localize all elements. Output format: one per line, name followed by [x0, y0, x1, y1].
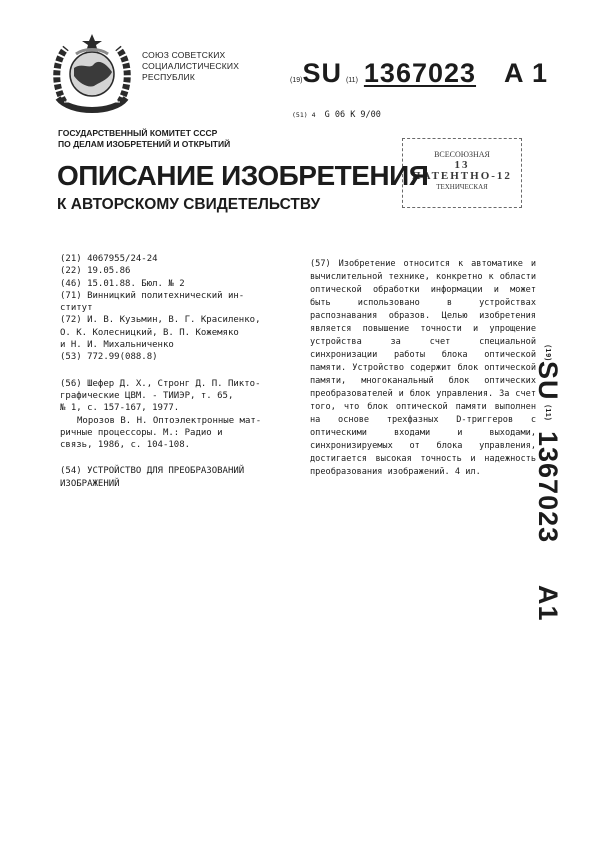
stamp-line: ВСЕСОЮЗНАЯ	[434, 150, 490, 159]
inid-code-19: (19)	[290, 77, 303, 84]
reference-line: № 1, с. 157-167, 1977.	[60, 403, 180, 414]
biblio-line: (22) 19.05.86	[60, 266, 131, 277]
reference-line: (56) Шефер Д. Х., Стронг Д. П. Пикто-	[60, 378, 261, 389]
org-line: СОЦИАЛИСТИЧЕСКИХ	[142, 61, 240, 71]
invention-title-line: (54) УСТРОЙСТВО ДЛЯ ПРЕОБРАЗОВАНИЙ	[60, 466, 245, 477]
bibliographic-data	[60, 253, 282, 490]
country-code: SU	[533, 361, 563, 401]
abstract-text: (57) Изобретение относится к автоматике и вычислительной технике, конкретно к области оптической обработки информации и может быть использовано в устройствах распознавания образов. Целью изобретения является повышение точности и упрощение устройства за счет специальной синхронизации работы блока оптической памяти. Устройство содержит блок оптической памяти, многоканальный блок оптических преобразователей и блок управления. За счет того, что блок оптической памяти выполнен на основе трехфазных D-триггеров с оптическими входами и выходами, синхронизируемых от блока управления, достигается высокая точность и надежность преобразования изображений. 4 ил.	[310, 259, 536, 477]
biblio-line: (72) И. В. Кузьмин, В. Г. Красиленко,	[60, 315, 261, 326]
inid-code-19: (19)	[544, 345, 551, 362]
committee-line: ПО ДЕЛАМ ИЗОБРЕТЕНИЙ И ОТКРЫТИЙ	[58, 139, 231, 149]
biblio-line: (71) Винницкий политехнический ин-	[60, 290, 245, 301]
inid-code-11: (11)	[345, 77, 358, 84]
side-patent-number	[532, 345, 563, 622]
kind-code: A 1	[504, 58, 549, 88]
ipc-value: G 06 K 9/00	[324, 110, 381, 120]
org-line: СОЮЗ СОВЕТСКИХ	[142, 50, 226, 60]
reference-line: графические ЦВМ. - ТИИЭР, т. 65,	[60, 390, 234, 401]
biblio-line: (53) 772.99(088.8)	[60, 352, 158, 363]
ipc-classification	[292, 110, 381, 120]
document-subtitle: К АВТОРСКОМУ СВИДЕТЕЛЬСТВУ	[57, 196, 321, 213]
invention-title-line: ИЗОБРАЖЕНИЙ	[60, 478, 120, 489]
inid-code-51: (51) 4	[292, 111, 316, 119]
patent-number: 1367023	[533, 431, 563, 544]
kind-code: A1	[533, 585, 563, 622]
biblio-line: ститут	[60, 303, 93, 314]
reference-line: связь, 1986, с. 104-108.	[60, 440, 191, 451]
patent-number: 1367023	[363, 58, 477, 88]
biblio-line: О. К. Колесницкий, В. П. Кожемяко	[60, 327, 239, 338]
committee-name	[58, 128, 230, 150]
reference-line: ричные процессоры. М.: Радио и	[60, 427, 223, 438]
biblio-line: (46) 15.01.88. Бюл. № 2	[60, 278, 185, 289]
document-title: ОПИСАНИЕ ИЗОБРЕТЕНИЯ	[57, 160, 429, 191]
biblio-line: и Н. И. Михальниченко	[60, 340, 174, 351]
country-code: SU	[302, 58, 342, 88]
stamp-line: 13 ПАТЕНТНО-12	[412, 159, 512, 182]
org-line: РЕСПУБЛИК	[142, 72, 196, 82]
stamp-line: ТЕХНИЧЕСКАЯ	[436, 183, 488, 191]
reference-line: Морозов В. Н. Оптоэлектронные мат-	[77, 415, 262, 426]
patent-number-block	[290, 58, 548, 89]
inid-code-11: (11)	[544, 404, 551, 422]
country-name	[142, 50, 239, 83]
biblio-line: (21) 4067955/24-24	[60, 254, 158, 264]
committee-line: ГОСУДАРСТВЕННЫЙ КОМИТЕТ СССР	[58, 128, 218, 138]
ussr-state-emblem-icon	[50, 28, 134, 116]
